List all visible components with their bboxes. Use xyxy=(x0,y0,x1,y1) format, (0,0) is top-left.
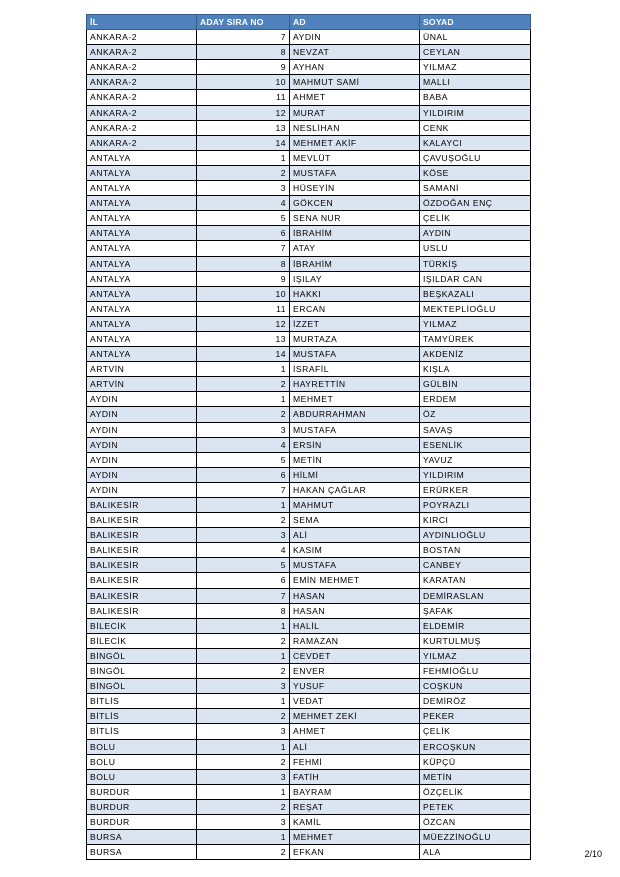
cell-soyad: KURTULMUŞ xyxy=(420,633,531,648)
cell-il: BİTLİS xyxy=(87,709,197,724)
cell-ad: SEMA xyxy=(290,513,420,528)
table-row xyxy=(87,679,531,694)
cell-soyad: ÜNAL xyxy=(420,30,531,45)
cell-il: AYDIN xyxy=(87,422,197,437)
cell-ad: HAKAN ÇAĞLAR xyxy=(290,482,420,497)
cell-aday-sira-no: 14 xyxy=(197,135,290,150)
table-row xyxy=(87,181,531,196)
cell-ad: SENA NUR xyxy=(290,211,420,226)
cell-soyad: CENK xyxy=(420,120,531,135)
cell-aday-sira-no: 12 xyxy=(197,105,290,120)
cell-aday-sira-no: 7 xyxy=(197,482,290,497)
table-row xyxy=(87,845,531,860)
table-row xyxy=(87,724,531,739)
table-row xyxy=(87,105,531,120)
cell-soyad: ÖZCAN xyxy=(420,814,531,829)
cell-ad: HAYRETTİN xyxy=(290,377,420,392)
cell-aday-sira-no: 6 xyxy=(197,226,290,241)
table-row xyxy=(87,452,531,467)
cell-soyad: KALAYCI xyxy=(420,135,531,150)
table-row xyxy=(87,618,531,633)
cell-il: ANTALYA xyxy=(87,301,197,316)
cell-aday-sira-no: 5 xyxy=(197,558,290,573)
table-row xyxy=(87,709,531,724)
cell-soyad: POYRAZLI xyxy=(420,498,531,513)
table-row xyxy=(87,633,531,648)
cell-il: ANKARA-2 xyxy=(87,135,197,150)
table-row xyxy=(87,603,531,618)
cell-ad: AHMET xyxy=(290,724,420,739)
table-row xyxy=(87,573,531,588)
cell-ad: KAMİL xyxy=(290,814,420,829)
cell-il: ANTALYA xyxy=(87,347,197,362)
cell-ad: MAHMUT SAMİ xyxy=(290,75,420,90)
cell-il: ANKARA-2 xyxy=(87,105,197,120)
cell-aday-sira-no: 7 xyxy=(197,241,290,256)
cell-soyad: ELDEMİR xyxy=(420,618,531,633)
cell-il: BOLU xyxy=(87,754,197,769)
table-row xyxy=(87,799,531,814)
cell-il: ANTALYA xyxy=(87,211,197,226)
cell-il: BURSA xyxy=(87,830,197,845)
cell-il: ANTALYA xyxy=(87,226,197,241)
cell-il: BİLECİK xyxy=(87,633,197,648)
cell-aday-sira-no: 8 xyxy=(197,256,290,271)
cell-aday-sira-no: 1 xyxy=(197,150,290,165)
cell-il: ANKARA-2 xyxy=(87,30,197,45)
cell-ad: EMİN MEHMET xyxy=(290,573,420,588)
table-row xyxy=(87,814,531,829)
cell-soyad: BOSTAN xyxy=(420,543,531,558)
cell-il: BURSA xyxy=(87,845,197,860)
cell-il: ANTALYA xyxy=(87,331,197,346)
table-header-row xyxy=(87,15,531,30)
cell-soyad: BABA xyxy=(420,90,531,105)
table-row xyxy=(87,830,531,845)
table-row xyxy=(87,45,531,60)
cell-aday-sira-no: 1 xyxy=(197,392,290,407)
table-row xyxy=(87,271,531,286)
cell-il: ANTALYA xyxy=(87,196,197,211)
cell-aday-sira-no: 8 xyxy=(197,45,290,60)
cell-ad: MEHMET AKİF xyxy=(290,135,420,150)
cell-il: ANKARA-2 xyxy=(87,120,197,135)
cell-soyad: PETEK xyxy=(420,799,531,814)
cell-soyad: ERCOŞKUN xyxy=(420,739,531,754)
cell-ad: CEVDET xyxy=(290,648,420,663)
cell-aday-sira-no: 1 xyxy=(197,694,290,709)
table-row xyxy=(87,120,531,135)
cell-il: BALIKESİR xyxy=(87,558,197,573)
cell-soyad: ÇELİK xyxy=(420,724,531,739)
table-row xyxy=(87,482,531,497)
column-header-soyad: SOYAD xyxy=(420,15,531,30)
cell-aday-sira-no: 11 xyxy=(197,90,290,105)
cell-ad: NEVZAT xyxy=(290,45,420,60)
cell-soyad: SAVAŞ xyxy=(420,422,531,437)
table-row xyxy=(87,150,531,165)
cell-aday-sira-no: 13 xyxy=(197,120,290,135)
table-row xyxy=(87,362,531,377)
cell-ad: MEHMET xyxy=(290,392,420,407)
cell-ad: KASIM xyxy=(290,543,420,558)
cell-soyad: ÖZ xyxy=(420,407,531,422)
cell-il: AYDIN xyxy=(87,467,197,482)
cell-aday-sira-no: 1 xyxy=(197,784,290,799)
column-header-ad: AD xyxy=(290,15,420,30)
column-header-il: İL xyxy=(87,15,197,30)
cell-il: ARTVİN xyxy=(87,362,197,377)
cell-aday-sira-no: 1 xyxy=(197,830,290,845)
cell-aday-sira-no: 9 xyxy=(197,60,290,75)
cell-ad: HASAN xyxy=(290,588,420,603)
cell-aday-sira-no: 3 xyxy=(197,528,290,543)
cell-il: ANTALYA xyxy=(87,316,197,331)
cell-soyad: METİN xyxy=(420,769,531,784)
cell-aday-sira-no: 10 xyxy=(197,286,290,301)
cell-aday-sira-no: 3 xyxy=(197,769,290,784)
table-row xyxy=(87,90,531,105)
cell-soyad: KIŞLA xyxy=(420,362,531,377)
cell-soyad: SAMANİ xyxy=(420,181,531,196)
table-row xyxy=(87,467,531,482)
cell-aday-sira-no: 7 xyxy=(197,588,290,603)
cell-soyad: MÜEZZİNOĞLU xyxy=(420,830,531,845)
cell-soyad: YILMAZ xyxy=(420,60,531,75)
cell-ad: EFKAN xyxy=(290,845,420,860)
cell-aday-sira-no: 10 xyxy=(197,75,290,90)
table-row xyxy=(87,165,531,180)
cell-ad: MUSTAFA xyxy=(290,347,420,362)
cell-aday-sira-no: 13 xyxy=(197,331,290,346)
cell-ad: REŞAT xyxy=(290,799,420,814)
cell-aday-sira-no: 12 xyxy=(197,316,290,331)
cell-aday-sira-no: 2 xyxy=(197,845,290,860)
cell-ad: FEHMİ xyxy=(290,754,420,769)
cell-soyad: ERDEM xyxy=(420,392,531,407)
cell-soyad: ÖZÇELİK xyxy=(420,784,531,799)
cell-soyad: YILMAZ xyxy=(420,316,531,331)
cell-il: BURDUR xyxy=(87,814,197,829)
cell-soyad: FEHMİOĞLU xyxy=(420,664,531,679)
table-row xyxy=(87,528,531,543)
cell-ad: MEHMET xyxy=(290,830,420,845)
cell-il: BURDUR xyxy=(87,784,197,799)
cell-aday-sira-no: 7 xyxy=(197,30,290,45)
cell-soyad: YILDIRIM xyxy=(420,105,531,120)
cell-il: BALIKESİR xyxy=(87,603,197,618)
table-row xyxy=(87,226,531,241)
cell-soyad: AKDENİZ xyxy=(420,347,531,362)
cell-il: BALIKESİR xyxy=(87,513,197,528)
table-row xyxy=(87,784,531,799)
cell-soyad: YILDIRIM xyxy=(420,467,531,482)
cell-ad: HÜSEYİN xyxy=(290,181,420,196)
cell-il: BİTLİS xyxy=(87,724,197,739)
cell-aday-sira-no: 2 xyxy=(197,664,290,679)
table-row xyxy=(87,196,531,211)
cell-il: BİTLİS xyxy=(87,694,197,709)
cell-aday-sira-no: 3 xyxy=(197,679,290,694)
table-row xyxy=(87,392,531,407)
cell-aday-sira-no: 2 xyxy=(197,754,290,769)
cell-ad: ALİ xyxy=(290,528,420,543)
cell-ad: RAMAZAN xyxy=(290,633,420,648)
table-row xyxy=(87,347,531,362)
cell-aday-sira-no: 1 xyxy=(197,648,290,663)
page-number: 2/10 xyxy=(584,849,602,859)
table-row xyxy=(87,664,531,679)
cell-il: ANTALYA xyxy=(87,241,197,256)
cell-ad: ABDURRAHMAN xyxy=(290,407,420,422)
cell-aday-sira-no: 8 xyxy=(197,603,290,618)
cell-il: ANTALYA xyxy=(87,150,197,165)
cell-aday-sira-no: 2 xyxy=(197,513,290,528)
cell-il: BİNGÖL xyxy=(87,664,197,679)
table-row xyxy=(87,316,531,331)
cell-soyad: CEYLAN xyxy=(420,45,531,60)
cell-ad: NESLİHAN xyxy=(290,120,420,135)
cell-aday-sira-no: 1 xyxy=(197,618,290,633)
cell-ad: AYDIN xyxy=(290,30,420,45)
table-row xyxy=(87,558,531,573)
table-row xyxy=(87,422,531,437)
cell-il: BALIKESİR xyxy=(87,573,197,588)
cell-aday-sira-no: 1 xyxy=(197,739,290,754)
cell-soyad: DEMİRASLAN xyxy=(420,588,531,603)
table-row xyxy=(87,437,531,452)
cell-soyad: USLU xyxy=(420,241,531,256)
cell-soyad: MEKTEPLİOĞLU xyxy=(420,301,531,316)
table-row xyxy=(87,694,531,709)
cell-aday-sira-no: 2 xyxy=(197,165,290,180)
cell-aday-sira-no: 6 xyxy=(197,573,290,588)
cell-ad: IŞILAY xyxy=(290,271,420,286)
table-row xyxy=(87,754,531,769)
cell-aday-sira-no: 5 xyxy=(197,452,290,467)
cell-soyad: GÜLBİN xyxy=(420,377,531,392)
cell-soyad: KIRCI xyxy=(420,513,531,528)
cell-ad: ERSİN xyxy=(290,437,420,452)
cell-il: BALIKESİR xyxy=(87,543,197,558)
table-row xyxy=(87,588,531,603)
table-row xyxy=(87,513,531,528)
cell-soyad: KÖSE xyxy=(420,165,531,180)
table-row xyxy=(87,543,531,558)
cell-aday-sira-no: 3 xyxy=(197,814,290,829)
cell-soyad: CANBEY xyxy=(420,558,531,573)
cell-il: ANKARA-2 xyxy=(87,90,197,105)
cell-aday-sira-no: 4 xyxy=(197,196,290,211)
cell-il: BALIKESİR xyxy=(87,498,197,513)
cell-soyad: IŞILDAR CAN xyxy=(420,271,531,286)
cell-ad: ALİ xyxy=(290,739,420,754)
cell-aday-sira-no: 1 xyxy=(197,362,290,377)
cell-il: BURDUR xyxy=(87,799,197,814)
cell-ad: VEDAT xyxy=(290,694,420,709)
cell-soyad: DEMİRÖZ xyxy=(420,694,531,709)
cell-ad: İSRAFİL xyxy=(290,362,420,377)
table-row xyxy=(87,498,531,513)
cell-soyad: ÇELİK xyxy=(420,211,531,226)
table-row xyxy=(87,135,531,150)
cell-il: ANTALYA xyxy=(87,286,197,301)
cell-soyad: ÖZDOĞAN ENÇ xyxy=(420,196,531,211)
cell-il: ANTALYA xyxy=(87,181,197,196)
table-row xyxy=(87,769,531,784)
cell-aday-sira-no: 9 xyxy=(197,271,290,286)
cell-ad: MEVLÜT xyxy=(290,150,420,165)
cell-il: BALIKESİR xyxy=(87,528,197,543)
cell-aday-sira-no: 2 xyxy=(197,799,290,814)
cell-ad: HASAN xyxy=(290,603,420,618)
cell-soyad: YAVUZ xyxy=(420,452,531,467)
cell-ad: YUSUF xyxy=(290,679,420,694)
candidate-table xyxy=(86,14,531,860)
cell-soyad: TAMYÜREK xyxy=(420,331,531,346)
cell-aday-sira-no: 11 xyxy=(197,301,290,316)
cell-il: ANTALYA xyxy=(87,256,197,271)
cell-soyad: COŞKUN xyxy=(420,679,531,694)
cell-ad: FATİH xyxy=(290,769,420,784)
cell-ad: METİN xyxy=(290,452,420,467)
cell-il: BOLU xyxy=(87,739,197,754)
cell-aday-sira-no: 2 xyxy=(197,633,290,648)
cell-ad: BAYRAM xyxy=(290,784,420,799)
cell-ad: İZZET xyxy=(290,316,420,331)
table-row xyxy=(87,60,531,75)
cell-aday-sira-no: 2 xyxy=(197,709,290,724)
cell-soyad: YILMAZ xyxy=(420,648,531,663)
cell-il: AYDIN xyxy=(87,452,197,467)
cell-soyad: KÜPÇÜ xyxy=(420,754,531,769)
cell-soyad: ESENLİK xyxy=(420,437,531,452)
cell-aday-sira-no: 2 xyxy=(197,407,290,422)
cell-ad: İBRAHİM xyxy=(290,226,420,241)
cell-aday-sira-no: 4 xyxy=(197,437,290,452)
cell-aday-sira-no: 4 xyxy=(197,543,290,558)
cell-aday-sira-no: 2 xyxy=(197,377,290,392)
cell-ad: MUSTAFA xyxy=(290,165,420,180)
table-row xyxy=(87,256,531,271)
cell-ad: MURTAZA xyxy=(290,331,420,346)
cell-aday-sira-no: 5 xyxy=(197,211,290,226)
cell-soyad: AYDIN xyxy=(420,226,531,241)
cell-il: AYDIN xyxy=(87,437,197,452)
table-row xyxy=(87,407,531,422)
cell-aday-sira-no: 14 xyxy=(197,347,290,362)
cell-il: ANTALYA xyxy=(87,271,197,286)
cell-aday-sira-no: 1 xyxy=(197,498,290,513)
cell-soyad: ALA xyxy=(420,845,531,860)
column-header-aday-sira-no: ADAY SIRA NO xyxy=(197,15,290,30)
cell-il: BOLU xyxy=(87,769,197,784)
cell-ad: AHMET xyxy=(290,90,420,105)
cell-il: BİLECİK xyxy=(87,618,197,633)
cell-aday-sira-no: 6 xyxy=(197,467,290,482)
cell-aday-sira-no: 3 xyxy=(197,422,290,437)
cell-soyad: AYDINLIOĞLU xyxy=(420,528,531,543)
cell-soyad: TÜRKİŞ xyxy=(420,256,531,271)
cell-soyad: PEKER xyxy=(420,709,531,724)
cell-ad: GÖKCEN xyxy=(290,196,420,211)
cell-ad: ERCAN xyxy=(290,301,420,316)
cell-il: BİNGÖL xyxy=(87,679,197,694)
cell-soyad: ERÜRKER xyxy=(420,482,531,497)
table-row xyxy=(87,301,531,316)
cell-ad: ATAY xyxy=(290,241,420,256)
cell-aday-sira-no: 3 xyxy=(197,724,290,739)
cell-il: ANTALYA xyxy=(87,165,197,180)
cell-il: ANKARA-2 xyxy=(87,60,197,75)
cell-ad: MURAT xyxy=(290,105,420,120)
cell-il: AYDIN xyxy=(87,407,197,422)
cell-ad: HAKKI xyxy=(290,286,420,301)
cell-il: ARTVİN xyxy=(87,377,197,392)
cell-ad: ENVER xyxy=(290,664,420,679)
cell-soyad: BEŞKAZALI xyxy=(420,286,531,301)
cell-il: BİNGÖL xyxy=(87,648,197,663)
cell-ad: AYHAN xyxy=(290,60,420,75)
cell-il: ANKARA-2 xyxy=(87,45,197,60)
table-row xyxy=(87,648,531,663)
cell-ad: MUSTAFA xyxy=(290,422,420,437)
table-row xyxy=(87,331,531,346)
cell-ad: MAHMUT xyxy=(290,498,420,513)
cell-il: AYDIN xyxy=(87,392,197,407)
cell-soyad: ŞAFAK xyxy=(420,603,531,618)
table-row xyxy=(87,739,531,754)
cell-soyad: KARATAN xyxy=(420,573,531,588)
table-row xyxy=(87,241,531,256)
cell-ad: MUSTAFA xyxy=(290,558,420,573)
table-row xyxy=(87,75,531,90)
cell-ad: HİLMİ xyxy=(290,467,420,482)
table-row xyxy=(87,286,531,301)
cell-il: BALIKESİR xyxy=(87,588,197,603)
table-row xyxy=(87,30,531,45)
table-row xyxy=(87,211,531,226)
cell-soyad: MALLI xyxy=(420,75,531,90)
cell-soyad: ÇAVUŞOĞLU xyxy=(420,150,531,165)
table-row xyxy=(87,377,531,392)
cell-aday-sira-no: 3 xyxy=(197,181,290,196)
cell-il: ANKARA-2 xyxy=(87,75,197,90)
table-body xyxy=(87,30,531,860)
cell-il: AYDIN xyxy=(87,482,197,497)
cell-ad: İBRAHİM xyxy=(290,256,420,271)
cell-ad: MEHMET ZEKİ xyxy=(290,709,420,724)
cell-ad: HALİL xyxy=(290,618,420,633)
